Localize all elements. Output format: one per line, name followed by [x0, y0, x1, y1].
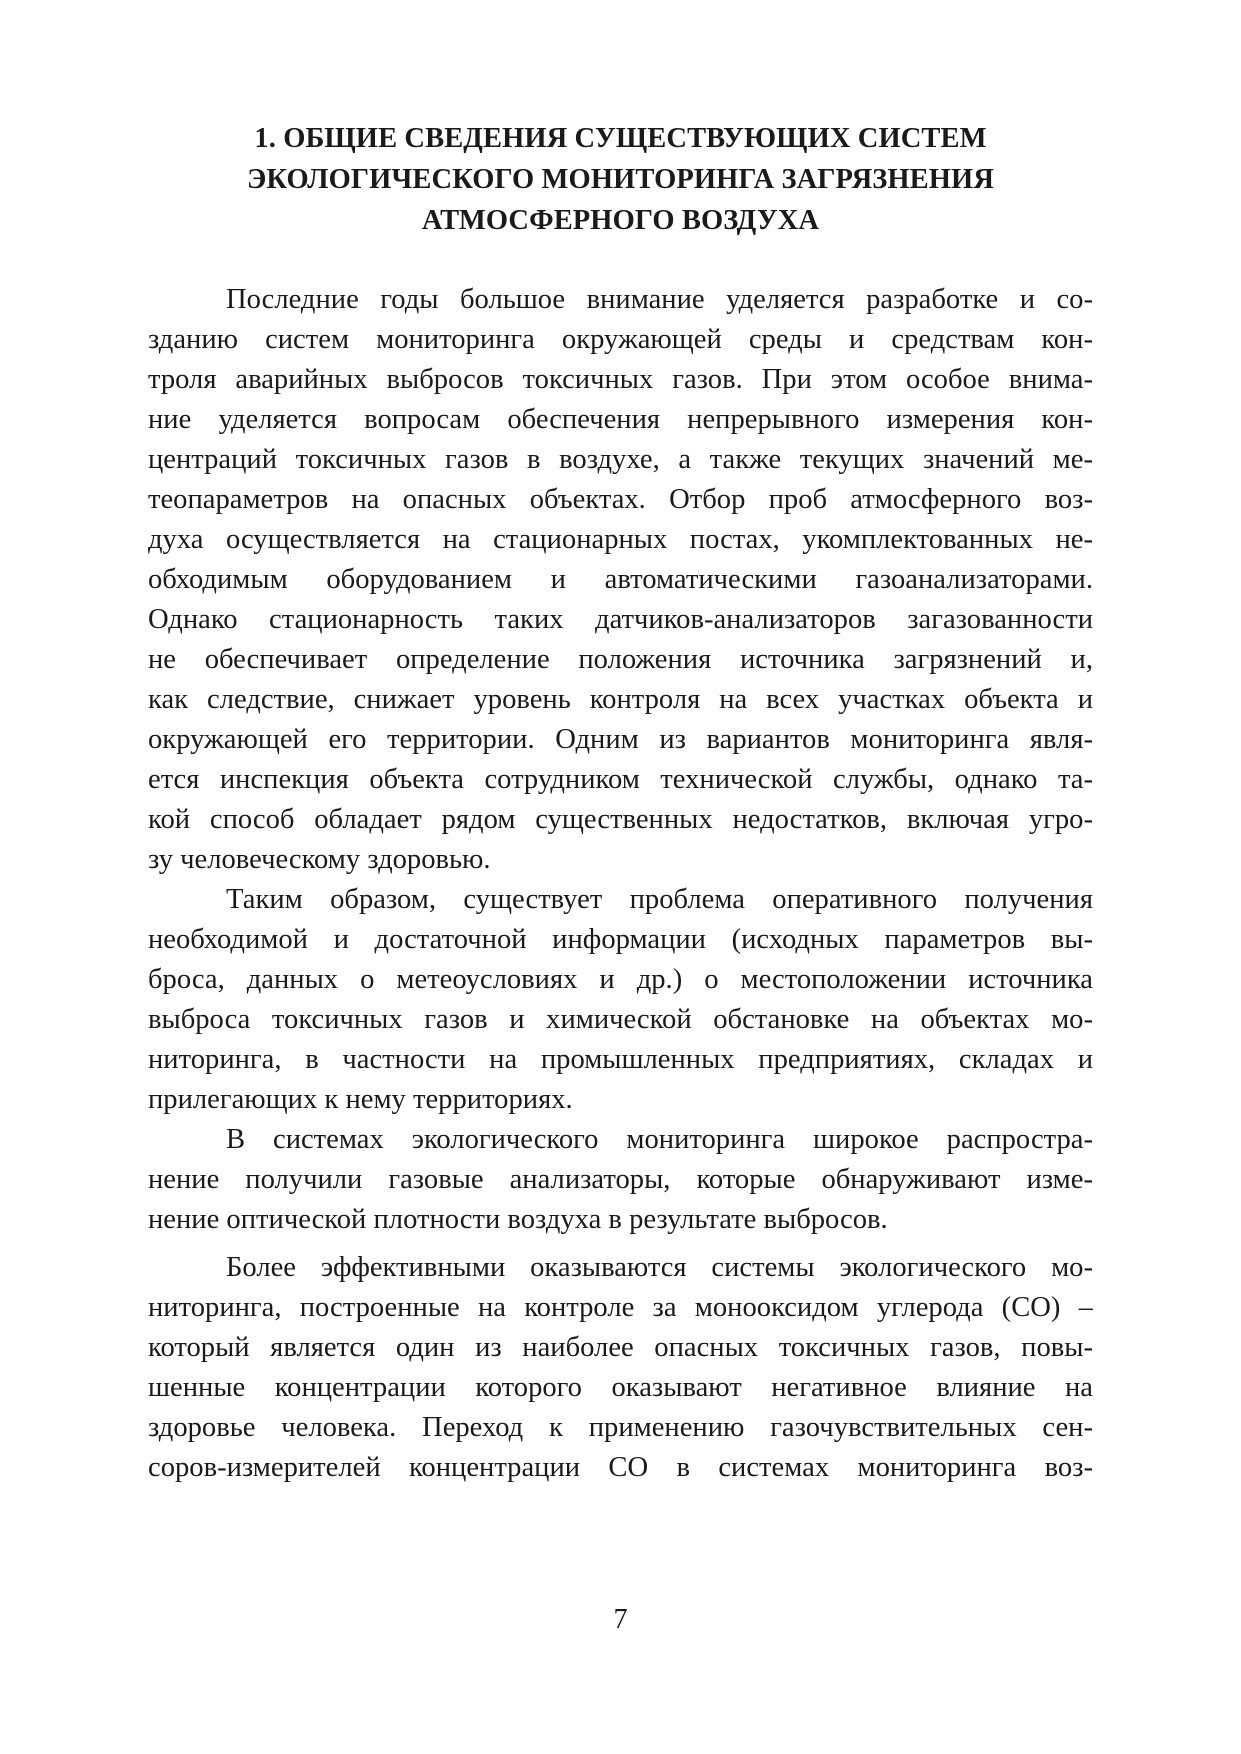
paragraph — [148, 1120, 1093, 1240]
body-text — [148, 280, 1093, 1488]
text-line: не обеспечивает определение положения источника загрязнений и, — [148, 644, 1093, 675]
text-line: шенные концентрации которого оказывают негативное влияние на — [148, 1372, 1093, 1403]
text-line: здоровье человека. Переход к применению газочувствительных сен- — [148, 1412, 1093, 1443]
text-line: Последние годы большое внимание уделяется разработке и со- — [226, 284, 1093, 315]
text-line: ниторинга, в частности на промышленных предприятиях, складах и — [148, 1044, 1093, 1075]
text-line: обходимым оборудованием и автоматическими газоанализаторами. — [148, 564, 1093, 595]
text-line: ется инспекция объекта сотрудником технической службы, однако та- — [148, 764, 1093, 795]
paragraph — [148, 1248, 1093, 1488]
text-line: соров-измерителей концентрации СО в системах мониторинга воз- — [148, 1452, 1093, 1483]
text-line: который является один из наиболее опасных токсичных газов, повы- — [148, 1332, 1093, 1363]
text-line: зданию систем мониторинга окружающей среды и средствам кон- — [148, 324, 1093, 355]
text-line: как следствие, снижает уровень контроля на всех участках объекта и — [148, 684, 1093, 715]
text-line: теопараметров на опасных объектах. Отбор проб атмосферного воз- — [148, 484, 1093, 515]
text-line: нение оптической плотности воздуха в результате выбросов. — [148, 1204, 888, 1235]
text-line: нение получили газовые анализаторы, которые обнаруживают изме- — [148, 1164, 1093, 1195]
paragraph — [148, 280, 1093, 880]
text-line: Однако стационарность таких датчиков-анализаторов загазованности — [148, 604, 1093, 635]
text-line: окружающей его территории. Одним из вариантов мониторинга явля- — [148, 724, 1093, 755]
text-line: броса, данных о метеоусловиях и др.) о местоположении источника — [148, 964, 1093, 995]
text-line: Таким образом, существует проблема оперативного получения — [226, 884, 1093, 915]
text-line: Более эффективными оказываются системы экологического мо- — [226, 1252, 1093, 1283]
text-line: зу человеческому здоровью. — [148, 844, 491, 875]
heading-line: 1. ОБЩИЕ СВЕДЕНИЯ СУЩЕСТВУЮЩИХ СИСТЕМ — [254, 123, 987, 154]
text-line: необходимой и достаточной информации (исходных параметров вы- — [148, 924, 1093, 955]
text-line: духа осуществляется на стационарных постах, укомплектованных не- — [148, 524, 1093, 555]
paragraph — [148, 880, 1093, 1120]
text-line: В системах экологического мониторинга широкое распростра- — [226, 1124, 1093, 1155]
text-line: выброса токсичных газов и химической обстановке на объектах мо- — [148, 1004, 1093, 1035]
text-line: кой способ обладает рядом существенных недостатков, включая угро- — [148, 804, 1093, 835]
document-page — [148, 118, 1093, 1483]
text-line: ниторинга, построенные на контроле за монооксидом углерода (СО) – — [148, 1292, 1093, 1323]
page-number: 7 — [613, 1604, 628, 1635]
text-line: ние уделяется вопросам обеспечения непрерывного измерения кон- — [148, 404, 1093, 435]
text-line: центраций токсичных газов в воздухе, а также текущих значений ме- — [148, 444, 1093, 475]
heading-line: ЭКОЛОГИЧЕСКОГО МОНИТОРИНГА ЗАГРЯЗНЕНИЯ — [246, 164, 995, 195]
text-line: троля аварийных выбросов токсичных газов. При этом особое внима- — [148, 364, 1093, 395]
text-line: прилегающих к нему территориях. — [148, 1084, 573, 1115]
section-heading — [148, 118, 1093, 241]
heading-line: АТМОСФЕРНОГО ВОЗДУХА — [421, 205, 820, 236]
